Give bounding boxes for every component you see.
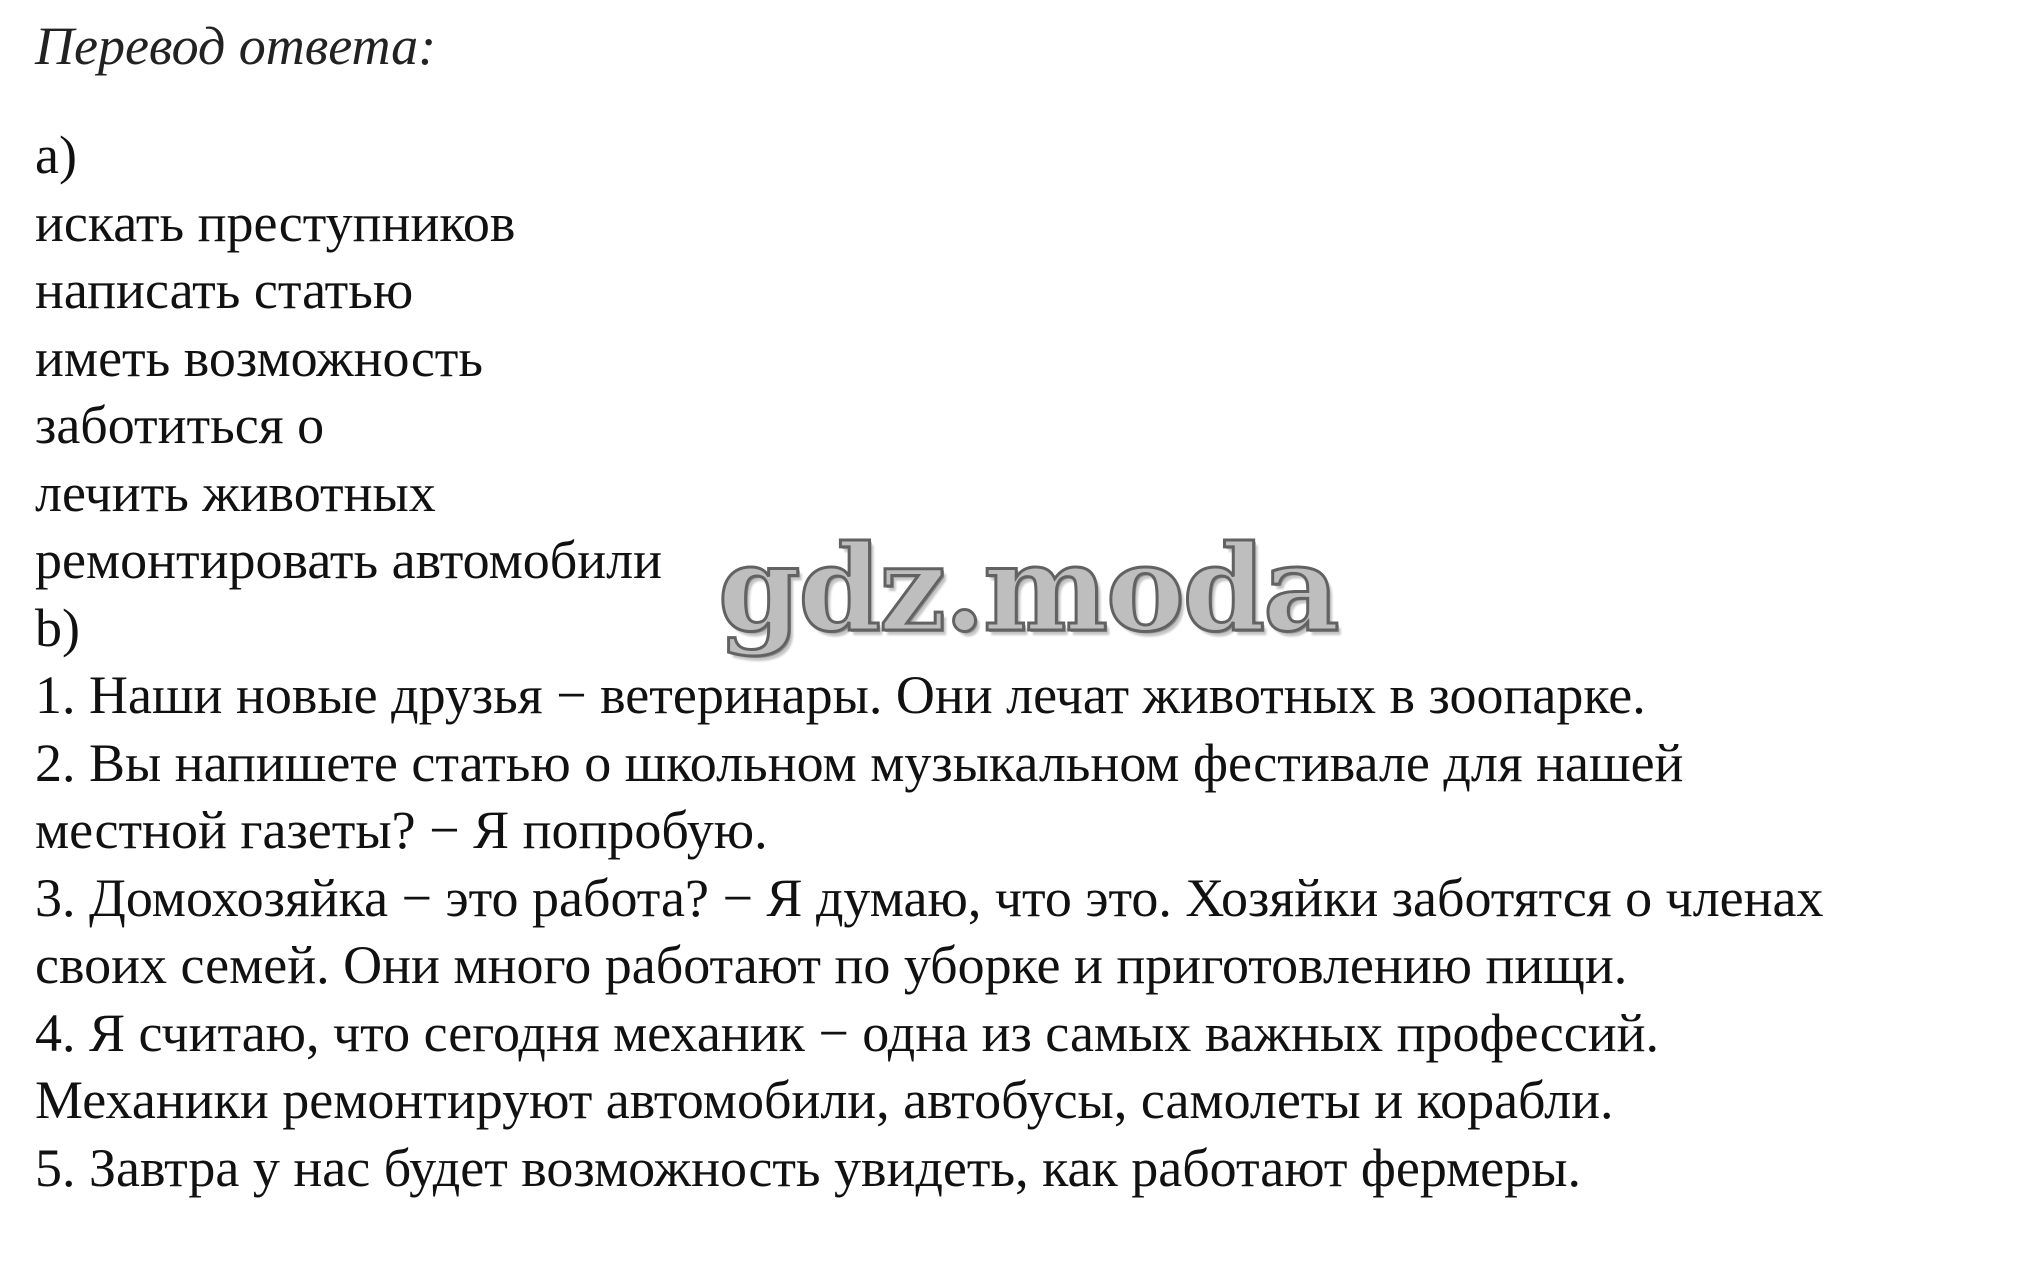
part-a-item: иметь возможность <box>35 327 484 388</box>
part-b-line: 5. Завтра у нас будет возможность увидеть, как работают фермеры. <box>35 1137 1581 1198</box>
part-b-line: 4. Я считаю, что сегодня механик − одна из самых важных профессий. <box>35 1002 1660 1063</box>
part-a-label: a) <box>35 125 77 185</box>
watermark-logo: gdz.moda <box>718 519 1338 658</box>
part-a-item: написать статью <box>35 260 414 320</box>
part-b-line: местной газеты? − Я попробую. <box>35 800 768 860</box>
document-heading: Перевод ответа: <box>35 16 437 76</box>
part-b-line: Механики ремонтируют автомобили, автобусы, самолеты и корабли. <box>35 1070 1614 1130</box>
part-b-label: b) <box>35 597 80 658</box>
part-a-item: лечить животных <box>35 462 436 523</box>
part-a-item: ремонтировать автомобили <box>35 530 662 590</box>
answer-text <box>35 122 1824 1202</box>
part-b-line: 1. Наши новые друзья − ветеринары. Они лечат животных в зоопарке. <box>35 665 1646 725</box>
part-a-item: заботиться о <box>35 395 325 455</box>
part-b-line: своих семей. Они много работают по уборке и приготовлению пищи. <box>35 935 1628 995</box>
part-b-line: 3. Домохозяйка − это работа? − Я думаю, что это. Хозяйки заботятся о членах <box>35 867 1824 928</box>
part-a-item: искать преступников <box>35 192 516 253</box>
part-b-line: 2. Вы напишете статью о школьном музыкальном фестивале для нашей <box>35 732 1684 793</box>
